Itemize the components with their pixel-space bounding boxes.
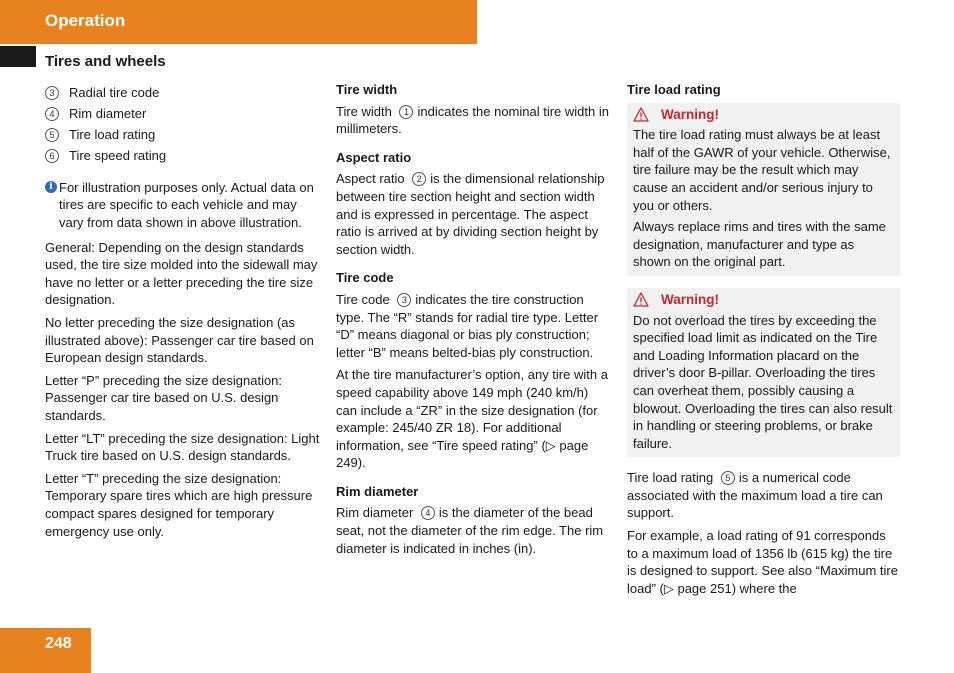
- tire-load-rating-heading: Tire load rating: [627, 82, 721, 97]
- paragraph: General: Depending on the design standards used, the tire size molded into the sidewall may have no letter or a letter preceding the tire size designation.: [45, 239, 318, 308]
- callout-number: 4: [45, 107, 59, 121]
- page-reference-link[interactable]: ▷ page 251: [663, 580, 732, 596]
- legend-item: [45, 147, 320, 165]
- text-fragment: ).: [357, 455, 366, 471]
- callout-number: 2: [412, 172, 426, 186]
- page-number: 248: [45, 635, 72, 652]
- info-icon: i: [45, 181, 57, 193]
- text-fragment: Tire width: [336, 103, 396, 119]
- warning-title: [633, 106, 894, 124]
- legend-item: [45, 84, 320, 102]
- tire-width-heading: Tire width: [336, 82, 398, 97]
- column-3: [627, 81, 900, 602]
- info-note: [45, 179, 320, 232]
- warning-title-text: Warning!: [661, 106, 719, 122]
- legend-label: Tire load rating: [69, 127, 156, 143]
- aspect-ratio-text: [336, 170, 612, 258]
- load-example-text: [627, 527, 900, 597]
- callout-number: 3: [397, 293, 411, 307]
- callout-number: 6: [45, 149, 59, 163]
- text-fragment: For example, a load rating of 91 corresponds to a maximum load of 1356 lb (615 kg) the tire is designed to support. See also “Maximum tire load” (: [627, 528, 898, 596]
- text-fragment: At the tire manufacturer’s option, any tire with a speed capability above 149 mph (240 km/h) can include a “ZR” in the size designation (for example: 245/40 ZR 18). For additional information, see “Tire speed rating” (: [336, 367, 608, 453]
- text-fragment: is a numerical code associated with the maximum load a tire can support.: [627, 470, 883, 521]
- warning-box: [627, 288, 900, 457]
- load-rating-text: [627, 469, 900, 522]
- column-2: [336, 81, 612, 562]
- paragraph: Letter “LT” preceding the size designation: Light Truck tire based on U.S. design standards.: [45, 430, 320, 464]
- text-fragment: Tire load rating: [627, 470, 717, 486]
- warning-box: [627, 103, 900, 276]
- rim-diameter-heading: Rim diameter: [336, 483, 419, 499]
- legend-item: [45, 126, 320, 144]
- callout-number: 5: [45, 128, 59, 142]
- legend-label: Rim diameter: [69, 106, 147, 122]
- warning-title: [633, 291, 894, 309]
- paragraph: No letter preceding the size designation (as illustrated above): Passenger car tire based on European design standards.: [45, 315, 314, 366]
- callout-number: 3: [45, 86, 59, 100]
- aspect-ratio-heading: Aspect ratio: [336, 149, 412, 165]
- warning-text: The tire load rating must always be at least half of the GAWR of your vehicle. Otherwise, tire failure may be the result which may cause an accident and/or serious injury to you or others.: [633, 127, 891, 213]
- tire-width-text: [336, 103, 612, 138]
- page-reference-link[interactable]: ▷ page 249: [336, 437, 589, 471]
- text-fragment: Tire code: [336, 291, 394, 307]
- legend-item: [45, 105, 320, 123]
- callout-number: 1: [399, 105, 413, 119]
- info-text: For illustration purposes only. Actual data on tires are specific to each vehicle and may vary from data shown in above illustration.: [59, 179, 314, 231]
- text-fragment: ) where the: [731, 580, 797, 596]
- section-marker: [0, 46, 36, 67]
- callout-number: 5: [721, 471, 735, 485]
- text-fragment: indicates the nominal tire width in millimeters.: [336, 103, 609, 137]
- page-header-title: Operation: [45, 11, 126, 30]
- section-title: Tires and wheels: [45, 53, 166, 70]
- warning-text: Always replace rims and tires with the same designation, manufacturer and type as shown on the original part.: [633, 219, 886, 270]
- tire-code-text: [336, 291, 612, 361]
- warning-triangle-icon: [633, 107, 649, 122]
- callout-number: 4: [421, 506, 435, 520]
- legend-label: Radial tire code: [69, 85, 160, 100]
- text-fragment: is the diameter of the bead seat, not the diameter of the rim edge. The rim diameter is indicated in inches (in).: [336, 505, 604, 556]
- warning-triangle-icon: [633, 292, 649, 307]
- text-fragment: indicates the tire construction type. The “R” stands for radial tire type. Letter “D” means diagonal or bias ply construction; letter “B” means belted-bias ply construction.: [336, 291, 599, 360]
- tire-code-heading: Tire code: [336, 270, 394, 286]
- legend-label: Tire speed rating: [69, 148, 167, 164]
- paragraph: Letter “P” preceding the size designation: Passenger car tire based on U.S. design standards.: [45, 372, 283, 423]
- text-fragment: Aspect ratio: [336, 171, 409, 187]
- text-fragment: is the dimensional relationship between tire section height and section width and is expressed in percentage. The aspect ratio is arrived at by dividing section height by section width.: [336, 171, 605, 257]
- paragraph: Letter “T” preceding the size designation: Temporary spare tires which are high pressure compact spares designed for temporary emergency use only.: [45, 470, 313, 539]
- warning-title-text: Warning!: [661, 291, 719, 307]
- rim-diameter-text: [336, 504, 612, 557]
- column-1: [45, 84, 320, 545]
- warning-text: Do not overload the tires by exceeding the specified load limit as indicated on the Tire and Loading Information placard on the driver’s door B-pillar. Overloading the tires can overheat them, possibly causing a blowout. Overloading the tires can also result in handling or steering problems, or brake failure.: [633, 312, 893, 451]
- text-fragment: Rim diameter: [336, 505, 417, 521]
- tire-code-text-2: [336, 366, 612, 472]
